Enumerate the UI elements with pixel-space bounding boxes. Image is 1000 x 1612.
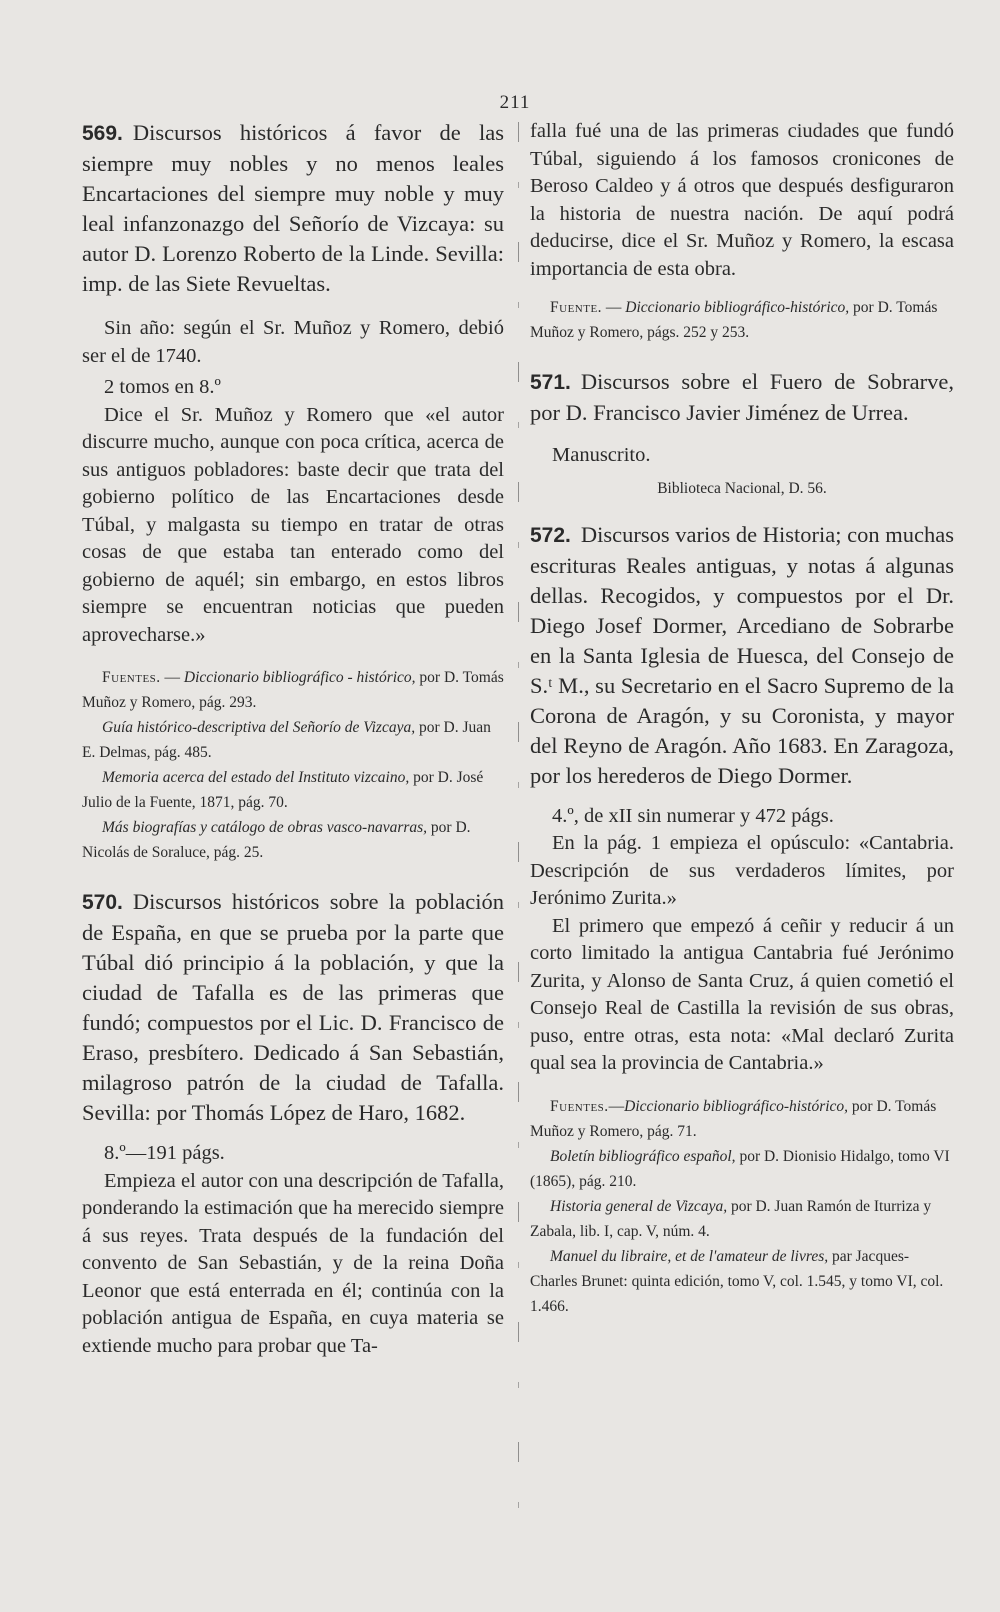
entry-572-title-text: Discursos varios de Historia; con muchas escrituras Reales antiguas, y notas á algunas dellas. Recogidos, y compuestos por el Dr. Diego Josef Dormer, Arcediano de Sobrarbe en la Santa Iglesia de Huesca, del Consejo de S.ᵗ M., su Secretario en el Sacro Supremo de la Corona de Aragón, y su Coronista, y mayor del Reyno de Aragón. Año 1683. En Zaragoza, por los herederos de Diego Dormer.	[530, 521, 954, 788]
entry-569-number: 569.	[82, 122, 123, 145]
entry-572-contents: En la pág. 1 empieza el opúsculo: «Cantabria. Descripción de sus verdaderos límites, por Jerónimo Zurita.»	[530, 832, 954, 909]
entry-569-title	[82, 118, 504, 299]
entry-570-title-text: Discursos históricos sobre la población de España, en que se prueba por la parte que Túbal dió principio á la población, y que la ciudad de Tafalla es de las primeras que fundó; compuestos por el Lic. D. Francisco de Eraso, presbítero. Dedicado á San Sebastián, milagroso patrón de la ciudad de Tafalla. Sevilla: por Thomás López de Haro, 1682.	[82, 889, 504, 1125]
right-column	[530, 118, 954, 1319]
entry-572-source-3: Historia general de Vizcaya, por D. Juan Ramón de Iturriza y Zabala, lib. I, cap. V, núm. 4.	[530, 1197, 932, 1240]
entry-570-format: 8.º—191 págs.	[104, 1142, 225, 1164]
entry-570-description: Empieza el autor con una descripción de Tafalla, ponderando la estimación que ha merecido siempre á sus reyes. Trata después de la fundación del convento de San Sebastián, y de la reina Doña Leonor que está enterrada en él; continúa con la población antigua de España, en cuya materia se extiende mucho para probar que Ta-	[82, 1169, 504, 1357]
entry-569-format: 2 tomos en 8.º	[104, 376, 221, 398]
entry-572-format: 4.º, de xII sin numerar y 472 págs.	[552, 804, 834, 827]
page-number: 211	[499, 92, 531, 113]
entry-571-location: Biblioteca Nacional, D. 56.	[657, 479, 827, 497]
entry-571-title-text: Discursos sobre el Fuero de Sobrarve, por D. Francisco Javier Jiménez de Urrea.	[530, 369, 954, 425]
entry-572-source-4: Manuel du libraire, et de l'amateur de livres, par Jacques-Charles Brunet: quinta edición, tomo V, col. 1.545, y tomo VI, col. 1.466.	[530, 1247, 944, 1315]
entry-572-number: 572.	[530, 523, 571, 547]
entry-571-title	[530, 367, 954, 428]
entry-570-title	[82, 887, 504, 1128]
entry-569-sources	[82, 665, 504, 865]
entry-569-source-3: Memoria acerca del estado del Instituto vizcaino, por D. José Julio de la Fuente, 1871, pág. 70.	[82, 769, 484, 811]
entry-570-description-cont: falla fué una de las primeras ciudades que fundó Túbal, siguiendo á los famosos cronicones de Beroso Caldeo y á otros que después desfiguraron la historia de nuestra nación. De aquí podrá deducirse, dice el Sr. Muñoz y Romero, la escasa importancia de esta obra.	[530, 120, 954, 280]
entry-570-sources	[530, 295, 954, 345]
entry-569-note-date: Sin año: según el Sr. Muñoz y Romero, debió ser el de 1740.	[82, 317, 504, 367]
entry-570-source-1: Fuente. — Diccionario bibliográfico-histórico, por D. Tomás Muñoz y Romero, págs. 252 y 253.	[530, 299, 938, 341]
column-divider	[518, 122, 519, 1542]
entry-572-sources	[530, 1094, 954, 1319]
entry-569-source-1: Fuentes. — Diccionario bibliográfico - histórico, por D. Tomás Muñoz y Romero, pág. 293.	[82, 669, 504, 711]
entry-572-commentary: El primero que empezó á ceñir y reducir á un corto limitado la antigua Cantabria fué Jerónimo Zurita, y Alonso de Santa Cruz, á quien cometió el Consejo Real de Castilla la revisión de sus obras, puso, entre otras, esta nota: «Mal declaró Zurita qual sea la provincia de Cantabria.»	[530, 914, 954, 1074]
entry-570-number: 570.	[82, 891, 123, 914]
entry-571-number: 571.	[530, 371, 571, 394]
left-column	[82, 118, 504, 1360]
entry-571-format: Manuscrito.	[552, 444, 651, 466]
entry-569-source-4: Más biografías y catálogo de obras vasco-navarras, por D. Nicolás de Soraluce, pág. 25.	[82, 819, 471, 861]
entry-572-source-1: Fuentes.—Diccionario bibliográfico-histórico, por D. Tomás Muñoz y Romero, pág. 71.	[530, 1097, 937, 1140]
entry-569-commentary: Dice el Sr. Muñoz y Romero que «el autor discurre mucho, aunque con poca crítica, acerca de sus antiguos pobladores: baste decir que trata del gobierno político de las Encartaciones desde Túbal, y malgasta su tiempo en tratar de otras cosas de que estaba tan enterado como del gobierno de aquél; sin embargo, en estos libros siempre se encuentran noticias que pueden aprovecharse.»	[82, 403, 504, 646]
entry-569-source-2: Guía histórico-descriptiva del Señorío de Vizcaya, por D. Juan E. Delmas, pág. 485.	[82, 719, 491, 761]
entry-572-source-2: Boletín bibliográfico español, por D. Dionisio Hidalgo, tomo VI (1865), pág. 210.	[530, 1147, 950, 1190]
entry-569-title-text: Discursos históricos á favor de las siempre muy nobles y no menos leales Encartaciones del siempre muy noble y muy leal infanzonazgo del Señorío de Vizcaya: su autor D. Lorenzo Roberto de la Linde. Sevilla: imp. de las Siete Revueltas.	[82, 120, 504, 296]
entry-572-title	[530, 520, 954, 791]
